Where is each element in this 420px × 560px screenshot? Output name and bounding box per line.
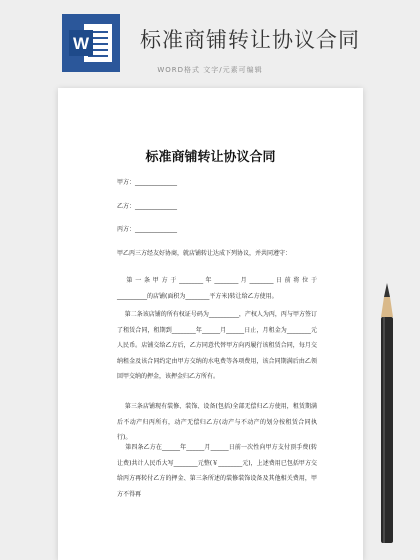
intro-paragraph: 甲乙丙三方经友好协商，就店铺转让达成下列协议，并共同遵守： <box>117 250 292 257</box>
document-page <box>58 88 363 560</box>
party-a-line: 甲方：______________ <box>117 179 178 186</box>
party-c-line: 丙方：______________ <box>117 226 178 233</box>
article-3-paragraph: 第三条店铺现有装修、装饰、设备(包括)全部无偿归乙方使用，租赁期满后不动产归丙所有，动产无偿归乙方(动产与不动产的划分按租赁合同执行)。 <box>117 403 317 441</box>
word-doc-icon <box>62 14 120 72</box>
party-b-line: 乙方：______________ <box>117 203 178 210</box>
document-title: 标准商铺转让协议合同 <box>145 150 276 165</box>
word-icon-letter: W <box>72 34 90 53</box>
pencil-pen-icon <box>376 283 398 545</box>
page-title: 标准商铺转让协议合同 <box>140 28 360 52</box>
format-subtitle: WORD格式 文字/元素可编辑 <box>157 66 263 74</box>
header <box>0 0 420 90</box>
article-4-paragraph: 第四条乙方在______年______月______日前一次性向甲方支付顶手费(转让费)共计人民币大写________元整(￥________元)，上述费用已包括甲方交给丙方再转付乙方的押金、第三条所述的装修装饰设备及其他相关费用，甲方不得再 <box>117 444 317 498</box>
article-2-paragraph: 第二条该店铺的所有权证号码为__________，产权人为丙，丙与甲方签订了租赁合同，租期到________年______月______日止，月租金为________元人民币。店铺交给乙方后，乙方同意代替甲方向丙履行该租赁合同，每月交纳租金及该合同约定由甲方交纳的水电费等各项费用，该合同期满后由乙领回甲交纳的押金，该押金归乙方所有。 <box>117 311 317 380</box>
article-1-paragraph: 第 一 条 甲 方 于 ________ 年 ________ 月 ________ 日 前 将 位 于 __________的店铺(面积为________平方米)转让给乙方使用。 <box>117 277 319 300</box>
